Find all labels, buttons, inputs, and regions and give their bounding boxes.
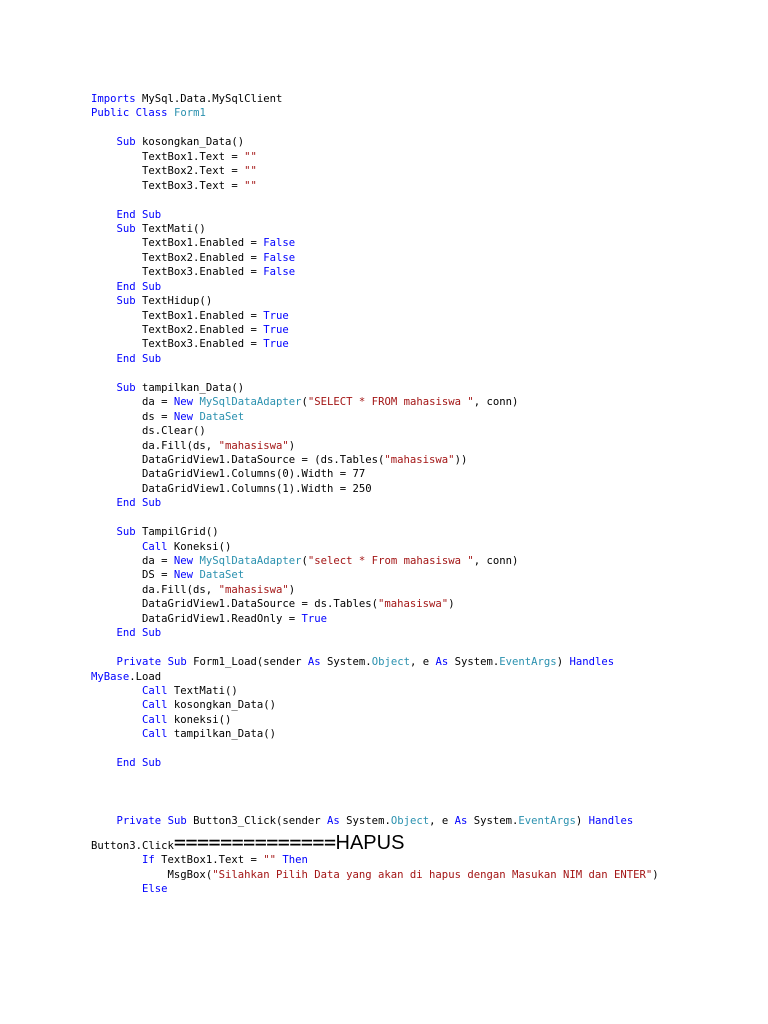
code-indent <box>91 136 117 148</box>
code-line <box>91 366 659 380</box>
code-token-kw: True <box>263 324 289 336</box>
code-line <box>91 193 659 207</box>
code-token-hapus: HAPUS <box>335 832 405 855</box>
code-token: TextBox2.Enabled = <box>142 251 264 264</box>
code-line <box>91 337 659 351</box>
code-token-str: "mahasiswa" <box>378 598 449 611</box>
code-token-typ: EventArgs <box>518 814 576 827</box>
code-indent <box>91 854 142 866</box>
code-line <box>91 554 659 568</box>
code-token-kw: Then <box>282 854 308 867</box>
code-token-kw: Private <box>116 814 162 827</box>
code-token: DataGridView1.DataSource = ds.Tables( <box>142 598 379 611</box>
code-token: da.Fill(ds, <box>142 583 219 596</box>
code-indent <box>91 656 117 668</box>
code-token: , e <box>409 656 436 669</box>
code-token: ) <box>575 814 589 827</box>
code-indent <box>91 526 117 538</box>
code-token: tampilkan_Data() <box>167 728 276 741</box>
code-line <box>91 265 659 279</box>
code-token: Button3_Click(sender <box>186 814 328 827</box>
code-line <box>91 799 659 813</box>
code-token-kw: Call <box>142 713 168 726</box>
code-indent <box>91 338 142 350</box>
code-token: .Load <box>129 670 162 683</box>
code-indent <box>91 569 142 581</box>
code-token-kw: Sub <box>116 222 136 235</box>
code-token-kw: Sub <box>116 526 136 539</box>
code-token-kw: False <box>263 237 296 250</box>
code-token-kw: Sub <box>167 656 187 669</box>
code-token-str: "select * From mahasiswa " <box>307 555 474 567</box>
code-indent <box>91 396 142 408</box>
code-token: Form1_Load(sender <box>186 656 308 669</box>
code-line <box>91 853 659 867</box>
code-indent <box>91 324 142 336</box>
code-indent <box>91 685 142 697</box>
code-indent <box>91 555 142 567</box>
code-line <box>91 106 659 120</box>
code-token-kw: MyBase <box>91 670 130 683</box>
code-token: MySql.Data.MySqlClient <box>135 93 283 105</box>
code-listing <box>91 92 659 897</box>
code-token: MsgBox( <box>167 868 213 881</box>
code-token-kw: Sub <box>116 136 136 149</box>
code-token: TextBox2.Enabled = <box>142 324 264 336</box>
code-token: TextMati() <box>167 684 238 697</box>
code-line <box>91 453 659 467</box>
code-indent <box>91 295 117 307</box>
code-indent <box>91 237 142 249</box>
code-token: TextBox3.Enabled = <box>142 266 264 279</box>
code-token-kw: True <box>301 612 327 625</box>
code-token-kw: End <box>116 497 136 510</box>
code-indent <box>91 165 142 177</box>
code-token: DS = <box>142 569 174 582</box>
code-token-kw: Handles <box>588 814 634 827</box>
code-token: System. <box>467 814 519 827</box>
code-token: ) <box>288 439 296 452</box>
code-indent <box>91 281 117 293</box>
code-token-kw: Handles <box>569 656 615 669</box>
code-indent <box>91 425 142 437</box>
code-line <box>91 424 659 438</box>
code-token: , conn) <box>473 555 519 567</box>
code-line <box>91 381 659 395</box>
code-line <box>91 92 659 106</box>
code-token-kw: New <box>173 569 194 582</box>
code-indent <box>91 151 142 163</box>
code-token: da = <box>142 555 174 567</box>
code-line <box>91 831 659 853</box>
code-token-kw: New <box>173 410 194 423</box>
code-indent <box>91 266 142 278</box>
code-token-typ: MySqlDataAdapter <box>199 555 302 567</box>
code-token-kw: End <box>116 208 136 221</box>
code-token: Button3.Click <box>91 840 174 853</box>
code-line <box>91 294 659 308</box>
code-token: ) <box>652 868 659 881</box>
code-indent <box>91 613 142 625</box>
code-indent <box>91 869 168 881</box>
code-line <box>91 352 659 366</box>
code-line <box>91 698 659 712</box>
code-line <box>91 251 659 265</box>
code-token-kw: Sub <box>142 208 162 221</box>
code-token: da = <box>142 396 174 409</box>
code-token-typ: MySqlDataAdapter <box>199 396 302 409</box>
code-token-str: "" <box>263 854 276 867</box>
code-token-str: "Silahkan Pilih Data yang akan di hapus dengan Masukan NIM dan ENTER" <box>212 868 653 881</box>
code-token: TextBox1.Enabled = <box>142 237 264 250</box>
code-token: da.Fill(ds, <box>142 439 219 452</box>
code-token-kw: Sub <box>142 352 162 365</box>
code-token-kw: False <box>263 266 296 279</box>
code-token-str: "" <box>244 179 257 192</box>
code-line <box>91 525 659 539</box>
code-token-kw: False <box>263 251 296 264</box>
code-token-kw: Private <box>116 656 162 669</box>
code-indent <box>91 497 117 509</box>
code-line <box>91 467 659 481</box>
code-token: System. <box>448 656 500 669</box>
code-token: ( <box>301 555 308 567</box>
code-token: TextMati() <box>135 222 206 235</box>
code-token: )) <box>454 453 468 466</box>
code-token-typ: DataSet <box>199 569 245 582</box>
code-token-kw: Call <box>142 540 168 553</box>
code-token: TextBox1.Enabled = <box>142 309 264 322</box>
code-line <box>91 583 659 597</box>
code-line <box>91 439 659 453</box>
code-indent <box>91 310 142 322</box>
code-token: TextBox3.Text = <box>142 179 245 192</box>
code-line <box>91 568 659 582</box>
code-indent <box>91 699 142 711</box>
code-token-str: "mahasiswa" <box>218 583 289 596</box>
code-token-kw: As <box>435 656 449 669</box>
code-indent <box>91 382 117 394</box>
code-token: koneksi() <box>167 713 232 726</box>
code-line <box>91 395 659 409</box>
code-line <box>91 511 659 525</box>
code-token: ( <box>301 396 308 409</box>
code-token: DataGridView1.Columns(1).Width = 250 <box>142 482 372 495</box>
code-line <box>91 771 659 785</box>
code-line <box>91 597 659 611</box>
code-token-kw: New <box>173 555 194 567</box>
code-token-kw: If <box>142 854 155 867</box>
code-token: tampilkan_Data() <box>135 381 245 394</box>
code-token: , e <box>429 814 455 827</box>
code-token: DataGridView1.DataSource = (ds.Tables( <box>142 453 385 466</box>
code-line <box>91 742 659 756</box>
code-token-typ: Form1 <box>173 107 206 120</box>
code-indent <box>91 883 142 895</box>
code-indent <box>91 454 142 466</box>
code-indent <box>91 714 142 726</box>
code-token: TextBox1.Text = <box>142 150 245 163</box>
code-token-typ: Object <box>371 656 410 669</box>
code-token-str: "SELECT * FROM mahasiswa " <box>307 396 474 409</box>
code-indent <box>91 541 142 553</box>
code-line <box>91 670 659 684</box>
code-token: System. <box>339 814 391 827</box>
code-indent <box>91 209 117 221</box>
code-line <box>91 323 659 337</box>
code-line <box>91 280 659 294</box>
code-line <box>91 410 659 424</box>
code-line <box>91 684 659 698</box>
code-token-str: "mahasiswa" <box>384 453 455 466</box>
code-token-kw: End <box>116 757 136 770</box>
code-indent <box>91 728 142 740</box>
code-line <box>91 164 659 178</box>
code-line <box>91 882 659 896</box>
code-token: System. <box>320 656 372 669</box>
code-line <box>91 626 659 640</box>
code-line <box>91 727 659 741</box>
code-token: ) <box>556 656 570 669</box>
code-line <box>91 612 659 626</box>
code-line <box>91 150 659 164</box>
code-token-eqs: ============== <box>173 830 336 855</box>
code-token-str: "" <box>244 165 257 178</box>
code-token-kw: Call <box>142 699 168 712</box>
code-line <box>91 540 659 554</box>
code-indent <box>91 411 142 423</box>
code-token-kw: Sub <box>142 757 162 770</box>
code-indent <box>91 584 142 596</box>
code-line <box>91 121 659 135</box>
code-line <box>91 785 659 799</box>
code-line <box>91 135 659 149</box>
code-token-kw: Imports <box>91 93 136 105</box>
code-token-typ: EventArgs <box>499 656 557 669</box>
code-indent <box>91 468 142 480</box>
code-line <box>91 309 659 323</box>
code-line <box>91 868 659 882</box>
code-token-kw: Class <box>135 107 168 120</box>
code-indent <box>91 223 117 235</box>
code-line <box>91 222 659 236</box>
code-line <box>91 814 659 828</box>
code-line <box>91 713 659 727</box>
code-token: TextHidup() <box>135 295 213 308</box>
code-token-kw: As <box>454 814 468 827</box>
code-token: , conn) <box>473 396 519 409</box>
code-indent <box>91 252 142 264</box>
code-line <box>91 655 659 669</box>
code-indent <box>91 598 142 610</box>
code-line <box>91 482 659 496</box>
code-line <box>91 208 659 222</box>
code-token: ds = <box>142 410 174 423</box>
code-token-kw: End <box>116 352 136 365</box>
code-token-kw: End <box>116 280 136 293</box>
code-indent <box>91 815 117 827</box>
code-token: ) <box>288 583 296 596</box>
code-token: DataGridView1.ReadOnly = <box>142 612 302 625</box>
code-token: kosongkan_Data() <box>135 136 245 149</box>
code-token-kw: Sub <box>167 814 187 827</box>
code-indent <box>91 353 117 365</box>
code-token-kw: Call <box>142 684 168 697</box>
code-token-kw: Public <box>91 107 130 120</box>
code-line <box>91 179 659 193</box>
code-token: kosongkan_Data() <box>167 699 276 712</box>
code-token-kw: True <box>263 338 289 351</box>
code-token-kw: Sub <box>142 627 162 640</box>
code-token-kw: Sub <box>116 295 136 308</box>
code-token: ds.Clear() <box>142 425 206 438</box>
code-line <box>91 496 659 510</box>
code-token-kw: As <box>327 814 340 827</box>
code-token-kw: Sub <box>142 280 162 293</box>
code-token: TextBox1.Text = <box>154 854 264 867</box>
code-token-kw: True <box>263 309 289 322</box>
code-indent <box>91 180 142 192</box>
code-token-kw: As <box>307 656 321 669</box>
code-token-kw: New <box>173 396 194 409</box>
code-token-typ: Object <box>390 814 430 827</box>
code-indent <box>91 627 117 639</box>
code-token-kw: Else <box>142 883 168 896</box>
code-line <box>91 641 659 655</box>
code-token-str: "" <box>244 150 257 163</box>
code-indent <box>91 483 142 495</box>
code-token: Koneksi() <box>167 540 232 553</box>
code-line <box>91 236 659 250</box>
code-token-kw: Call <box>142 728 168 741</box>
code-token: ) <box>448 598 455 611</box>
code-token: DataGridView1.Columns(0).Width = 77 <box>142 468 366 481</box>
code-line <box>91 756 659 770</box>
code-indent <box>91 440 142 452</box>
code-token-str: "mahasiswa" <box>218 439 289 452</box>
code-indent <box>91 757 117 769</box>
code-token-typ: DataSet <box>199 410 245 423</box>
code-token-kw: Sub <box>116 381 136 394</box>
code-token: TextBox3.Enabled = <box>142 338 264 351</box>
code-token-kw: End <box>116 627 136 640</box>
code-token: TextBox2.Text = <box>142 165 245 178</box>
code-token: TampilGrid() <box>135 526 219 539</box>
code-token-kw: Sub <box>142 497 162 510</box>
